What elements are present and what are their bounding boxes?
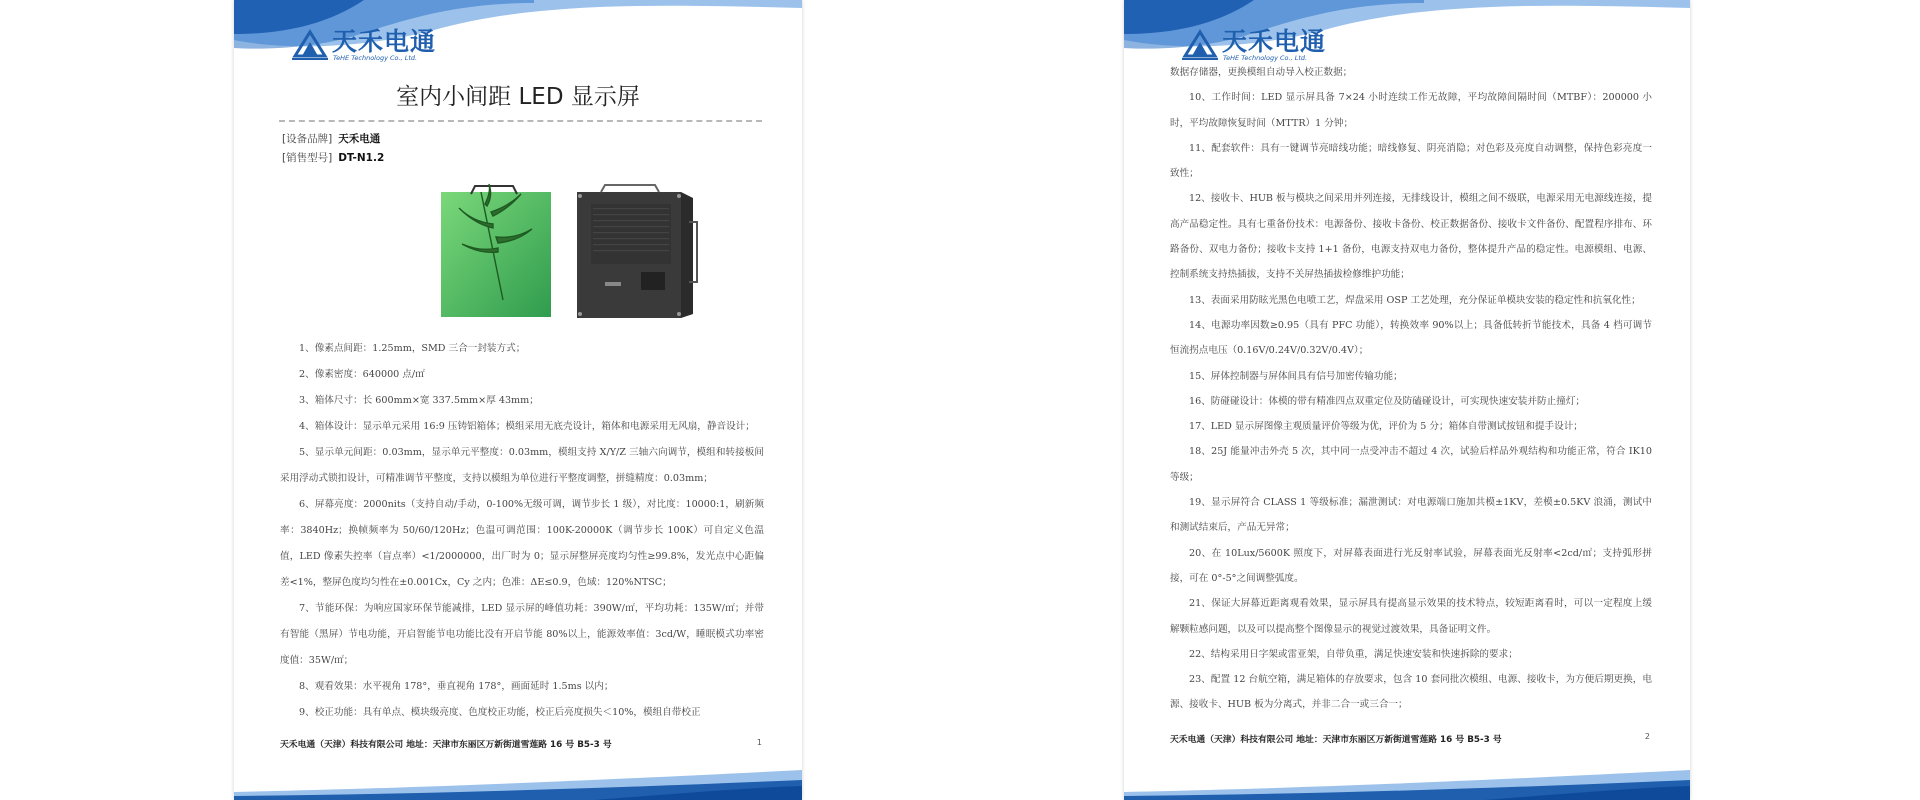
spec-item: 15、屏体控制器与屏体间具有信号加密传输功能； [1189,370,1403,382]
brand-value: 天禾电通 [338,133,381,145]
spec-item: 13、表面采用防眩光黑色电喷工艺，焊盘采用 OSP 工艺处理，充分保证单模块安装的稳定性和抗氧化性； [1189,294,1641,306]
company-logo [292,22,452,66]
model-value: DT-N1.2 [338,152,385,164]
spec-item: 5、显示单元间距：0.03mm，显示单元平整度：0.03mm，模组支持 X/Y/Z 三轴六向调节，模组和转接板间采用浮动式锁扣设计，可精准调节平整度，支持以模组为单位进行平整度调整，拼缝精度：0.03mm； [280,447,764,484]
document-page-1 [234,0,802,800]
spec-item: 9、校正功能：具有单点、模块级亮度、色度校正功能，校正后亮度损失＜10%，模组自带校正 [299,707,701,718]
spec-item: 22、结构采用日字架或雷亚架，自带负重，满足快速安装和快速拆除的要求； [1189,648,1518,660]
logo-name-en: TeHE Technology Co., Ltd. [1223,54,1308,62]
spec-item: 23、配置 12 台航空箱，满足箱体的存放要求，包含 10 套同批次模组、电源、接收卡，为方便后期更换，电源、接收卡、HUB 板为分离式，并非二合一或三合一； [1170,674,1652,711]
spec-item: 10、工作时间：LED 显示屏具备 7×24 小时连续工作无故障，平均故障间隔时间（MTBF）：200000 小时，平均故障恢复时间（MTTR）1 分钟； [1170,92,1652,129]
spec-item: 3、箱体尺寸：长 600mm×宽 337.5mm×厚 43mm； [299,395,539,406]
spec-item: 20、在 10Lux/5600K 照度下，对屏幕表面进行光反射率试验，屏幕表面光反射率<2cd/㎡；支持弧形拼接，可在 0°-5°之间调整弧度。 [1170,547,1652,584]
spec-item: 数据存储器，更换模组自动导入校正数据； [1170,67,1353,78]
footer-wave-decoration [1124,766,1690,800]
footer-wave-decoration [234,766,802,800]
spec-item: 4、箱体设计：显示单元采用 16:9 压铸铝箱体；模组采用无底壳设计，箱体和电源采用无风扇，静音设计； [299,421,755,432]
spec-item: 2、像素密度：640000 点/㎡ [299,369,425,380]
spec-item: 12、接收卡、HUB 板与模块之间采用并列连接，无排线设计，模组之间不级联，电源采用无电源线连接，提高产品稳定性。具有七重备份技术：电源备份、接收卡备份、校正数据备份、接收卡文件备份、配置程序排布、环路备份、双电力备份；接收卡支持 1+1 备份，电源支持双电力备份，整体提升产品的稳定性。电源模组、电源、控制系统支持热插拔，支持不关屏热插拔检修维护功能； [1170,193,1652,281]
spec-item: 19、显示屏符合 CLASS 1 等级标准；漏泄测试：对电源端口施加共模±1KV，差模±0.5KV 浪涌，测试中和测试结束后，产品无异常； [1170,497,1652,534]
logo-name-en: TeHE Technology Co., Ltd. [333,54,418,62]
spec-item: 1、像素点间距：1.25mm，SMD 三合一封装方式； [299,343,526,354]
page-footer: 天禾电通（天津）科技有限公司 地址：天津市东丽区万新街道雪莲路 16 号 B5-3 号 [280,740,612,750]
model-row [282,150,384,165]
spec-item: 17、LED 显示屏图像主观质量评价等级为优，评价为 5 分；箱体自带测试按钮和提手设计； [1189,421,1583,433]
logo-name-cn: 天禾电通 [332,27,437,56]
logo-name-cn: 天禾电通 [1222,27,1327,56]
spec-list-page1 [280,336,764,726]
model-label: [销售型号] [282,152,333,164]
spec-item: 14、电源功率因数≥0.95（具有 PFC 功能），转换效率 90%以上；具备低转折节能技术，具备 4 档可调节恒流拐点电压（0.16V/0.24V/0.32V/0.4V）； [1170,319,1652,357]
page-title: 室内小间距 LED 显示屏 [396,84,640,110]
spec-item: 11、配套软件：具有一键调节亮暗线功能；暗线修复、阴亮消隐；对色彩及亮度自动调整，保持色彩亮度一致性； [1170,142,1652,180]
title-divider [279,120,762,122]
document-page-2 [1124,0,1690,800]
spec-item: 18、25J 能量冲击外壳 5 次，其中同一点受冲击不超过 4 次，试验后样品外观结构和功能正常，符合 IK10 等级； [1170,446,1652,483]
brand-row [282,131,380,146]
brand-label: [设备品牌] [282,133,333,145]
page-number: 1 [756,738,762,747]
logo-mark-icon [1182,26,1218,62]
spec-item: 16、防碰碰设计：体模的带有精准四点双重定位及防磕碰设计，可实现快速安装并防止撞灯； [1189,395,1585,407]
page-footer: 天禾电通（天津）科技有限公司 地址：天津市东丽区万新街道雪莲路 16 号 B5-3 号 [1170,735,1502,745]
logo-mark-icon [292,26,328,62]
spec-item: 21、保证大屏幕近距离观看效果，显示屏具有提高显示效果的技术特点，较短距离看时，可以一定程度上缓解颗粒感问题，以及可以提高整个图像显示的视觉过渡效果，具备证明文件。 [1170,598,1652,635]
spec-item: 6、屏幕亮度：2000nits（支持自动/手动，0-100%无级可调，调节步长 1 级），对比度：10000:1，刷新频率：3840Hz；换帧频率为 50/60/120Hz；色温可调范围：100K-20000K（调节步长 100K）可自定义色温值，LED 像素失控率（盲点率）<1/2000000，出厂时为 0；显示屏整屏亮度均匀性≥99.8%，发光点中心距偏差<1%，整屏色度均匀性在±0.001Cx，Cy 之内；色准：ΔE≤0.9，色域：120%NTSC； [280,499,764,588]
spec-item: 8、观看效果：水平视角 178°，垂直视角 178°，画面延时 1.5ms 以内； [299,681,614,692]
spec-list-page2 [1170,60,1652,718]
spec-item: 7、节能环保：为响应国家环保节能减排，LED 显示屏的峰值功耗：390W/㎡，平均功耗：135W/㎡；并带有智能（黑屏）节电功能，开启智能节电功能比没有开启节能 80%以上，能源效率值：3cd/W，睡眠模式功率密度值：35W/㎡； [280,603,764,666]
product-image [441,182,741,322]
page-number: 2 [1644,732,1650,741]
